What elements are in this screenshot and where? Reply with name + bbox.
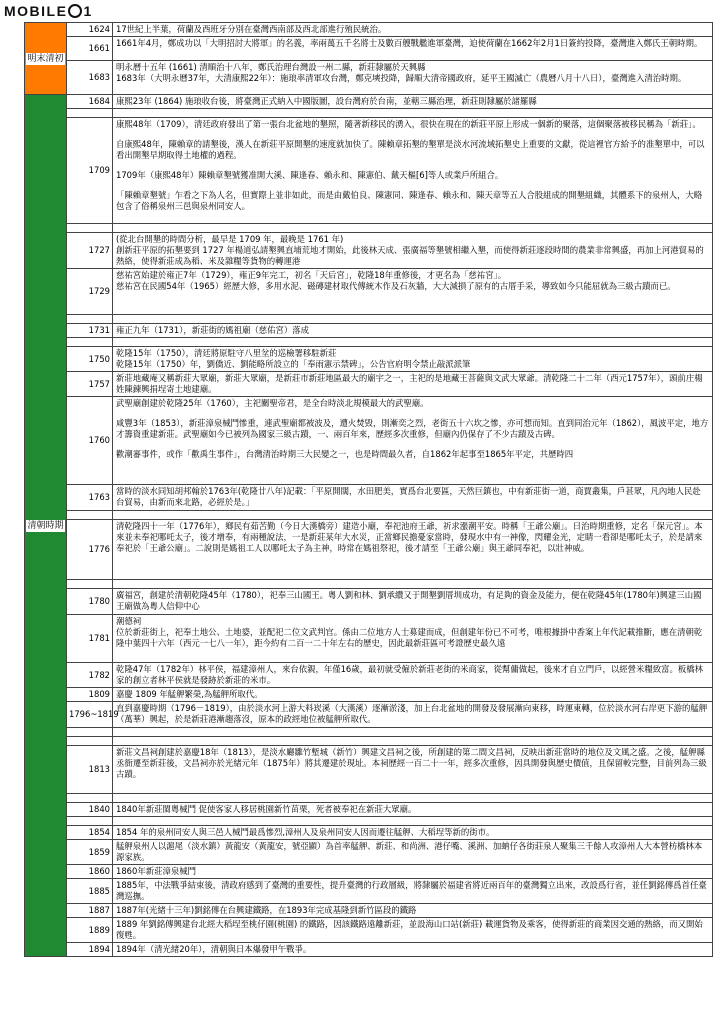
event-paragraph: 乾隆15年（1750），清廷將原駐守八里坌的巡檢署移駐新莊	[116, 348, 337, 358]
year-cell	[67, 224, 113, 233]
timeline-row	[25, 840, 713, 865]
year-cell: 1781	[67, 615, 113, 663]
timeline-row	[25, 663, 713, 688]
year-cell	[67, 580, 113, 589]
year-cell	[67, 109, 113, 118]
event-description-cell	[113, 737, 713, 746]
year-cell: 1894	[67, 943, 113, 957]
year-cell: 1757	[67, 372, 113, 397]
watermark-logo: MOBILE 1	[4, 3, 93, 19]
year-cell: 1750	[67, 347, 113, 372]
event-paragraph: 1661年4月，鄭成功以「大明招討大將軍」的名義，率兩萬五千名將士及數百艘戰艦進軍臺灣，迫使荷蘭在1662年2月1日簽約投降，臺灣進入鄭氏王朝時期。	[116, 38, 703, 48]
blank-row	[25, 580, 713, 589]
year-cell: 1885	[67, 879, 113, 904]
year-cell: 1684	[67, 95, 113, 109]
event-description-cell	[113, 879, 713, 904]
timeline-row	[25, 233, 713, 269]
year-cell: 1683	[67, 61, 113, 95]
event-paragraph: 1709年（康熙48年）陳賴章墾號獲准開大溪、陳逢春、賴永和、陳憲伯、戴天樞[6]等人或業戶所組合。	[116, 170, 504, 180]
event-paragraph: 艋舺泉州人以滬尾（淡水鎮）黃龍安（黃龍安，號亞顯）為首率艋舺、新莊、和尚洲、港仔嘴、溪洲、加蚋仔各街莊泉人聚集三千餘人攻漳州人大本營枋橋林本源家族。	[116, 841, 703, 862]
timeline-row	[25, 746, 713, 794]
timeline-row	[25, 702, 713, 728]
timeline-row	[25, 879, 713, 904]
event-description-cell	[113, 520, 713, 580]
year-cell	[67, 794, 113, 803]
year-cell: 1813	[67, 746, 113, 794]
event-description-cell	[113, 95, 713, 109]
timeline-row	[25, 372, 713, 397]
blank-row	[25, 728, 713, 737]
year-cell: 1760	[67, 397, 113, 485]
event-description-cell	[113, 397, 713, 485]
event-paragraph: (從北台開墾的時間分析，最早是 1709 年，最晚是 1761 年)	[116, 234, 344, 244]
year-cell: 1624	[67, 23, 113, 37]
year-cell	[67, 728, 113, 737]
event-description-cell	[113, 904, 713, 918]
blank-row	[25, 109, 713, 118]
blank-row	[25, 737, 713, 746]
event-description-cell	[113, 511, 713, 520]
year-cell: 1763	[67, 485, 113, 511]
timeline-row	[25, 589, 713, 615]
timeline-row	[25, 397, 713, 485]
event-paragraph: 1860年新莊漳泉械鬥	[116, 866, 196, 876]
event-paragraph: 1683年（大明永曆37年，大清康熙22年）：施琅率清軍攻台灣，鄭克塽投降，歸順大清帝國政府，延平王國滅亡（農曆八月十八日），臺灣進入清治時期。	[116, 73, 687, 83]
timeline-row	[25, 826, 713, 840]
timeline-row	[25, 118, 713, 224]
event-description-cell	[113, 269, 713, 315]
event-paragraph: 康熙23年 (1864) 施琅收台後，將臺灣正式納入中國版圖，設台灣府於台南，並轄三縣治理，新莊則隸屬於諸羅縣	[116, 96, 537, 106]
event-paragraph: 康熙48年（1709），清廷政府發出了第一張台北盆地的墾照，隨著新移民的湧入，很快在現在的新莊平原上形成一個新的聚落，這個聚落被移民稱為「新莊」。	[116, 119, 701, 129]
event-description-cell	[113, 746, 713, 794]
year-cell: 1729	[67, 269, 113, 315]
year-cell	[67, 338, 113, 347]
year-cell	[67, 315, 113, 324]
timeline-row	[25, 324, 713, 338]
event-paragraph: 直到嘉慶時期（1796－1819），由於淡水河上游大料崁溪（大漢溪）逐漸淤淺，加上台北盆地的開發及發展漸向東移，時運東轉，位於淡水河右岸更下游的艋舺（萬華）興起，於是新莊港漸趨落沒，原本的政經地位被艋舺所取代。	[116, 703, 708, 724]
year-cell: 1889	[67, 918, 113, 943]
year-cell: 1782	[67, 663, 113, 688]
event-description-cell	[113, 324, 713, 338]
event-paragraph: 當時的淡水同知胡邦翰於1763年(乾隆廿八年)記載：「平原開闊，水田肥美，實爲台北要區，天然巨鎮也，中有新莊街一道，商賈叢集，戶甚眾，凡內地人民赴台貿易，由新而來北路，必經於是。」	[116, 486, 701, 507]
era-cell	[25, 95, 67, 957]
year-cell: 1854	[67, 826, 113, 840]
blank-row	[25, 817, 713, 826]
year-cell: 1776	[67, 520, 113, 580]
timeline-row	[25, 23, 713, 37]
event-description-cell	[113, 224, 713, 233]
event-paragraph: 1885年，中法戰爭結束後，清政府感到了臺灣的重要性，提升臺灣的行政層級，將隸屬於福建省將近兩百年的臺灣獨立出來，改設爲行省，並任劉銘傳爲首任臺灣巡撫。	[116, 880, 707, 901]
timeline-row	[25, 865, 713, 879]
event-paragraph: 雍正九年（1731），新莊街的媽祖廟（慈佑宮）落成	[116, 325, 309, 335]
year-cell: 1796~1819	[67, 702, 113, 728]
event-description-cell	[113, 485, 713, 511]
event-paragraph: 17世紀上半葉，荷蘭及西班牙分別在臺灣西南部及西北部進行殖民統治。	[116, 24, 387, 34]
blank-row	[25, 511, 713, 520]
era-cell	[25, 23, 67, 95]
timeline-row	[25, 615, 713, 663]
event-description-cell	[113, 840, 713, 865]
timeline-row	[25, 347, 713, 372]
event-paragraph: 明永曆十五年 (1661) 清順治十八年，鄭氏治理台灣設一州二縣，新莊隸屬於天興縣	[116, 62, 426, 72]
event-paragraph: 1840年新莊閩粵械鬥 促使客家人移居桃園新竹苗栗，死者被奉祀在新莊大眾廟。	[116, 804, 417, 814]
blank-row	[25, 315, 713, 324]
year-cell: 1860	[67, 865, 113, 879]
event-description-cell	[113, 663, 713, 688]
event-description-cell	[113, 372, 713, 397]
timeline-row	[25, 688, 713, 702]
event-description-cell	[113, 728, 713, 737]
blank-row	[25, 224, 713, 233]
year-cell: 1780	[67, 589, 113, 615]
timeline-row	[25, 95, 713, 109]
event-description-cell	[113, 109, 713, 118]
blank-row	[25, 794, 713, 803]
year-cell: 1840	[67, 803, 113, 817]
year-cell: 1661	[67, 37, 113, 61]
timeline-row	[25, 904, 713, 918]
event-description-cell	[113, 688, 713, 702]
event-paragraph: 潮德祠	[116, 616, 142, 626]
event-paragraph: 自康熙48年，陳賴章的請墾後，漢人在新莊平原開墾的速度就加快了。陳賴章拓墾的墾單是淡水河流域拓墾史上重要的文獻，從這裡官方給予的准墾單中，可以看出開墾早期取得土地權的過程。	[116, 139, 705, 160]
event-paragraph: 咸豐3年（1853），新莊漳泉械鬥慘重，連武聖廟都被波及，遭火焚毀，則漸奕之烈，老街五十六坎之慘，亦可想而知。直到同治元年（1862），風波平定，地方才籌資重建新莊。武聖廟如今已被列為國家三級古蹟，一、兩百年來，歷經多次重修，但廟內仍保存了不少古蹟及古碑。	[116, 418, 709, 439]
year-cell: 1731	[67, 324, 113, 338]
timeline-row	[25, 803, 713, 817]
event-description-cell	[113, 347, 713, 372]
event-description-cell	[113, 61, 713, 95]
timeline-row	[25, 61, 713, 95]
event-paragraph: 1894年（清光緒20年），清朝與日本爆發甲午戰爭。	[116, 944, 312, 954]
event-paragraph: 廣福宮，創建於清朝乾隆45年（1780），祀奉三山國王。粵人劉和林、劉承纘又于開墾劉厝圳成功，有足夠的資金及能力，便在乾隆45年(1780年)興建三山國王廟做為粵人信仰中心	[116, 590, 702, 611]
event-description-cell	[113, 338, 713, 347]
history-timeline-table	[24, 22, 713, 957]
event-paragraph: 位於新莊街上，祀奉土地公、土地婆，並配祀二位文武判官。係由二位地方人士募建而成，但創建年份已不可考，唯根據掛中香案上年代記載推斷，應在清朝乾隆中葉四十六年（西元一七八一年），距今約有二百一二十年左右的歷史，因此最新莊區可考證歷史最久遠	[116, 627, 703, 648]
event-description-cell	[113, 23, 713, 37]
event-paragraph: 1889 年劉銘傳興建台北經大稻埕至桃仔園(桃園) 的鐵路，因該鐵路遠離新莊，並設海山口站(新莊) 載運貨物及乘客，使得新莊的商業因交通的熱絡，而又開始復甦。	[116, 919, 703, 940]
year-cell: 1809	[67, 688, 113, 702]
event-paragraph: 嘉慶 1809 年艋舺繁榮,為艋舺所取代。	[116, 689, 263, 699]
event-paragraph: 乾隆15年（1750）年，劉僑近、劉能略所設立的「奉雨憲示禁碑」，公告官府明令禁止敲派派筆	[116, 359, 471, 369]
event-description-cell	[113, 615, 713, 663]
year-cell	[67, 737, 113, 746]
blank-row	[25, 338, 713, 347]
event-description-cell	[113, 943, 713, 957]
timeline-row	[25, 485, 713, 511]
era-label: 明末清初	[27, 53, 64, 64]
year-cell: 1859	[67, 840, 113, 865]
event-paragraph: 1887年(光緒十三年)劉銘傳在台興建鐵路，在1893年完成基隆到新竹區段的鐵路	[116, 905, 417, 915]
year-cell	[67, 817, 113, 826]
event-paragraph: 創新莊平原的拓墾要到 1727 年楊道弘請墾興直埔荒地才開始，此後林天成、張廣福等墾號相繼入墾，而使得新莊逐段時間的農業非常興盛，再加上河港貿易的熱絡，使得新莊成為稻、米及雜糧等貨物的轉運港	[116, 245, 704, 266]
event-description-cell	[113, 589, 713, 615]
event-description-cell	[113, 865, 713, 879]
timeline-row	[25, 918, 713, 943]
event-paragraph: 歡潮審事件，或作「歡禹生事件」，台灣清治時期三大民變之一，也是時間最久者，自1862年起事至1865年平定，共歷時四	[116, 449, 574, 459]
event-paragraph: 清乾隆四十一年（1776年），鄉民有茹苦勤（今日大漢橋旁）建造小廟，奉祀池府王爺，祈求漲潮平安。時稱「王爺公廟」。日治時期重修，定名「保元宮」。本來並未奉祀哪吒太子，後才增奉，有兩種說法，一是新莊某年大水災，正當鄉民擔憂家當時，發現水中有一神像，閃耀金光，定睛一看卻是哪吒太子，於是請來奉祀於「王爺公廟」。二說則是媽祖工人以哪吒太子為主神，時常在媽祖祭祀，後才請至「王爺公廟」與王爺同奉祀，以壯神威。	[116, 521, 703, 553]
year-cell: 1887	[67, 904, 113, 918]
event-description-cell	[113, 702, 713, 728]
event-paragraph: 慈祐宮在民國54年（1965）經歷大修，多用水泥、磁磚建材取代傳統木作及石灰牆，大大減損了原有的古厝手采，導致如今只能屈就為三級古蹟而已。	[116, 281, 676, 291]
year-cell: 1727	[67, 233, 113, 269]
event-paragraph: 新莊文昌祠創建於嘉慶18年（1813），是淡水廳雛竹塹城（新竹）興建文昌祠之後，所創建的第二間文昌祠，反映出新莊當時的地位及文風之盛。之後，艋舺縣丞衙遷至新莊後，文昌祠亦於光緒元年（1875年）將其遷建於現址。本祠歷經一百二十一年，經多次重修，因具開發與歷史價值，且保留較完整，目前列為三級古蹟。	[116, 747, 707, 779]
year-cell: 1709	[67, 118, 113, 224]
event-paragraph: 1854 年的泉州同安人與三邑人械鬥最爲慘烈,漳州人及泉州同安人因而遷往艋舺、大稻埕等新的街市。	[116, 827, 495, 837]
timeline-row	[25, 943, 713, 957]
event-description-cell	[113, 37, 713, 61]
event-description-cell	[113, 918, 713, 943]
event-description-cell	[113, 826, 713, 840]
event-paragraph: 乾隆47年（1782年）林平侯，福建漳州人，來台依親，年僅16歲，最初就受僱於新莊老街的米商家，從幫傭做起，後來才自立門戶，以經營米糧致富。板橋林家的創立者林平侯就是發跡於新莊的米市。	[116, 664, 703, 685]
event-paragraph: 武聖廟創建於乾隆25年（1760），主祀關聖帝君，是全台時淡北規模最大的武聖廟。	[116, 398, 429, 408]
timeline-row	[25, 37, 713, 61]
event-paragraph: 「陳賴章墾號」乍看之下為人名，但實際上並非如此，而是由戴伯良、陳憲同、陳逢春、賴永和、陳天章等五人合股組成的開墾組織，其體系下的泉州人，大略包含了俗稱泉州三邑與泉州同安人。	[116, 190, 703, 211]
event-paragraph: 新莊地藏庵又稱新莊大眾廟，新莊大眾廟，是新莊市新莊地區最大的廟宇之一，主祀的是地藏王菩薩與文武大眾爺。清乾隆二十二年（西元1757年），頭前庄楊姓陳鍊興捐埕寄土地建廟。	[116, 373, 703, 394]
event-description-cell	[113, 794, 713, 803]
year-cell	[67, 511, 113, 520]
event-description-cell	[113, 315, 713, 324]
event-description-cell	[113, 803, 713, 817]
event-paragraph: 慈祐宮始建於雍正7年（1729），雍正9年完工，初名「天后宮」，乾隆18年重修後，才更名為「慈祐宮」。	[116, 270, 507, 280]
era-label: 清朝時期	[27, 520, 64, 531]
event-description-cell	[113, 233, 713, 269]
event-description-cell	[113, 580, 713, 589]
timeline-row	[25, 269, 713, 315]
timeline-row	[25, 520, 713, 580]
event-description-cell	[113, 118, 713, 224]
event-description-cell	[113, 817, 713, 826]
